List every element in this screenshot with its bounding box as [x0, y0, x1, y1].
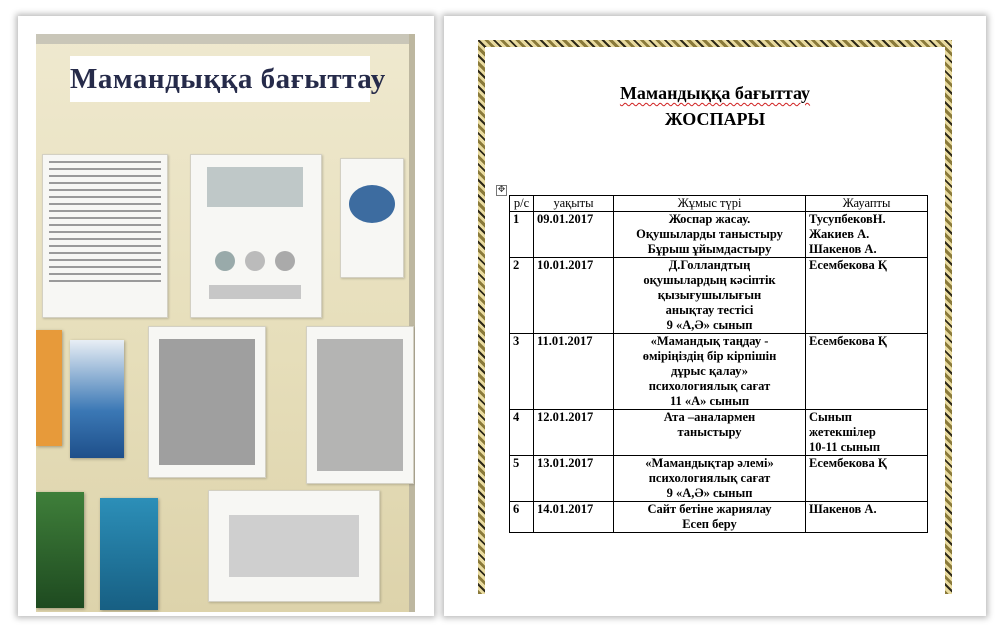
booklet-blue: [70, 340, 124, 458]
plan-table-body: [510, 212, 928, 533]
row-number: 6: [510, 502, 534, 533]
flyer-poster: [340, 158, 404, 278]
plan-printout-poster: [42, 154, 168, 318]
poster-photos: [229, 515, 359, 577]
row-responsible: [806, 456, 928, 502]
poster-buttons: [209, 285, 301, 299]
row-date: 12.01.2017: [534, 410, 614, 456]
row-responsible: [806, 502, 928, 533]
responsible-line: Есембекова Қ: [809, 334, 887, 348]
table-header-row: [510, 196, 928, 212]
row-work-type: [614, 212, 806, 258]
shelf: [36, 34, 415, 44]
booklet-teal: [100, 498, 158, 610]
column-header: уақыты: [534, 196, 614, 212]
responsible-line: Шакенов А.: [809, 502, 877, 516]
table-row: [510, 410, 928, 456]
row-number: 1: [510, 212, 534, 258]
info-poster: [306, 326, 414, 484]
row-responsible: [806, 212, 928, 258]
work-line: Д.Голландтың: [668, 258, 751, 272]
column-header: р/с: [510, 196, 534, 212]
document-frame: [444, 16, 986, 616]
responsible-line: Есембекова Қ: [809, 456, 887, 470]
table-row: [510, 258, 928, 334]
document-title: Мамандыққа бағыттау: [619, 83, 811, 103]
row-responsible: [806, 334, 928, 410]
board-banner: Мамандыққа бағыттау: [70, 56, 370, 102]
work-line: 11 «А» сынып: [669, 394, 750, 408]
row-date: 09.01.2017: [534, 212, 614, 258]
responsible-line: ТусупбековН.: [809, 212, 886, 226]
work-line: Есеп беру: [682, 517, 737, 531]
organization-poster: [208, 490, 380, 602]
work-line: Ата –аналармен: [663, 410, 756, 424]
row-responsible: [806, 258, 928, 334]
website-poster: [190, 154, 322, 318]
responsible-line: жетекшілер: [809, 425, 876, 439]
table-row: [510, 456, 928, 502]
wall-rail: [409, 34, 415, 612]
booklet-orange: [36, 330, 62, 446]
responsible-line: Шакенов А.: [809, 242, 877, 256]
table-move-handle-icon[interactable]: ✥: [497, 185, 506, 195]
row-work-type: [614, 334, 806, 410]
row-number: 2: [510, 258, 534, 334]
work-line: Сайт бетіне жариялау: [647, 502, 772, 516]
poster-text-block: [317, 339, 403, 471]
work-line: психологиялық сағат: [648, 379, 771, 393]
flyer-image: [349, 185, 395, 223]
document-page: [485, 47, 945, 597]
work-line: анықтау тестісі: [665, 303, 754, 317]
work-line: дұрыс қалау»: [671, 364, 748, 378]
row-date: 11.01.2017: [534, 334, 614, 410]
poster-lines: [49, 161, 161, 282]
row-date: 14.01.2017: [534, 502, 614, 533]
work-line: «Мамандық таңдау -: [650, 334, 769, 348]
row-date: 10.01.2017: [534, 258, 614, 334]
work-line: Бұрыш ұйымдастыру: [647, 242, 772, 256]
plan-table: [509, 195, 928, 533]
table-row: [510, 334, 928, 410]
row-number: 5: [510, 456, 534, 502]
poster-diagram: [159, 339, 255, 465]
row-work-type: [614, 258, 806, 334]
work-line: «Мамандықтар әлемі»: [645, 456, 774, 470]
row-date: 13.01.2017: [534, 456, 614, 502]
row-work-type: [614, 410, 806, 456]
responsible-line: Жакиев А.: [809, 227, 870, 241]
work-line: таныстыру: [677, 425, 742, 439]
responsible-line: Сынып: [809, 410, 852, 424]
work-line: психологиялық сағат: [648, 471, 771, 485]
work-line: Жоспар жасау.: [668, 212, 751, 226]
work-line: өміріңіздің бір кірпішін: [642, 349, 777, 363]
row-work-type: [614, 456, 806, 502]
responsible-line: 10-11 сынып: [809, 440, 881, 454]
column-header: Жауапты: [806, 196, 928, 212]
poster-icon: [215, 251, 235, 271]
table-row: [510, 502, 928, 533]
table-row: [510, 212, 928, 258]
work-line: қызығушылығын: [657, 288, 762, 302]
booklet-green: [36, 492, 84, 608]
responsible-line: Есембекова Қ: [809, 258, 887, 272]
photo-frame: [18, 16, 434, 616]
poster-icon: [275, 251, 295, 271]
work-line: Оқушыларды таныстыру: [636, 227, 783, 241]
document-subtitle: ЖОСПАРЫ: [664, 109, 766, 129]
row-number: 3: [510, 334, 534, 410]
work-line: оқушылардың кәсіптік: [643, 273, 776, 287]
row-responsible: [806, 410, 928, 456]
row-number: 4: [510, 410, 534, 456]
diagram-poster: [148, 326, 266, 478]
bulletin-board-photo: [36, 34, 415, 612]
poster-header-image: [207, 167, 303, 207]
poster-icon: [245, 251, 265, 271]
work-line: 9 «А,Ә» сынып: [666, 486, 753, 500]
row-work-type: [614, 502, 806, 533]
work-line: 9 «А,Ә» сынып: [666, 318, 753, 332]
column-header: Жұмыс түрі: [614, 196, 806, 212]
